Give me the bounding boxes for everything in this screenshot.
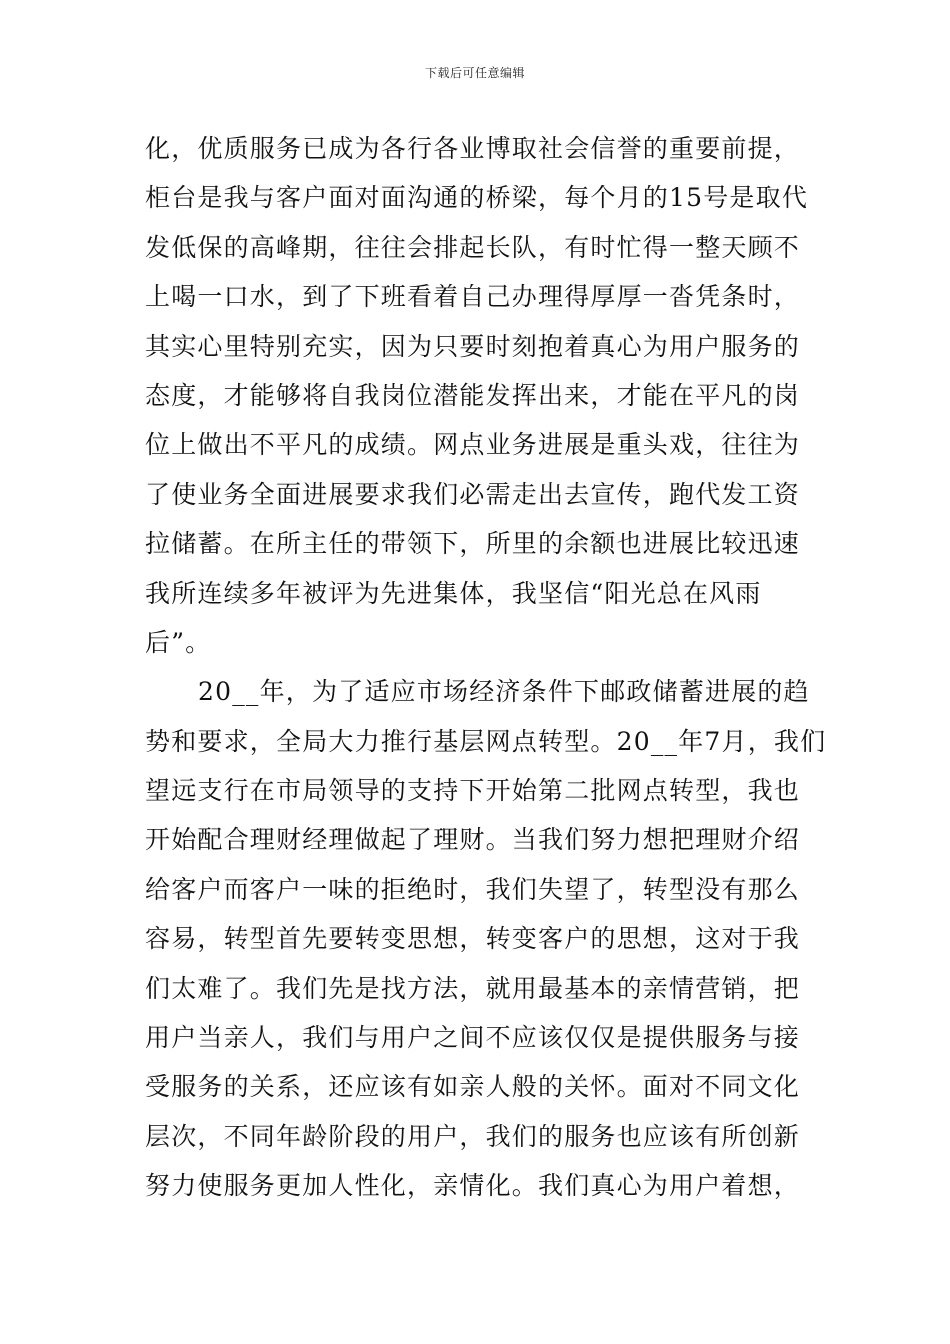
body-line: 柜台是我与客户面对面沟通的桥梁，每个月的15号是取代: [145, 183, 809, 213]
body-line: 我所连续多年被评为先进集体，我坚信“阳光总在风雨: [145, 578, 762, 608]
page-header-note: 下载后可任意编辑: [424, 66, 525, 80]
paragraph-start-line: 20__年，为了适应市场经济条件下邮政储蓄进展的趋: [198, 677, 810, 707]
body-line: 们太难了。我们先是找方法，就用最基本的亲情营销，把: [145, 973, 801, 1003]
body-line: 开始配合理财经理做起了理财。当我们努力想把理财介绍: [145, 825, 801, 855]
body-line: 望远支行在市局领导的支持下开始第二批网点转型，我也: [145, 776, 801, 806]
body-line: 受服务的关系，还应该有如亲人般的关怀。面对不同文化: [145, 1072, 801, 1102]
body-line: 给客户而客户一味的拒绝时，我们失望了，转型没有那么: [145, 874, 801, 904]
body-line: 后”。: [145, 627, 212, 657]
body-line: 势和要求，全局大力推行基层网点转型。20__年7月，我们: [145, 726, 827, 756]
body-line: 发低保的高峰期，往往会排起长队，有时忙得一整天顾不: [145, 232, 801, 262]
body-line: 其实心里特别充实，因为只要时刻抱着真心为用户服务的: [145, 331, 801, 361]
body-line: 用户当亲人，我们与用户之间不应该仅仅是提供服务与接: [145, 1023, 801, 1053]
body-line: 拉储蓄。在所主任的带领下，所里的余额也进展比较迅速: [145, 529, 801, 559]
document-body: [145, 124, 827, 1211]
body-line: 了使业务全面进展要求我们必需走出去宣传，跑代发工资: [145, 479, 801, 509]
body-line: 位上做出不平凡的成绩。网点业务进展是重头戏，往往为: [145, 430, 801, 460]
body-line: 化，优质服务已成为各行各业博取社会信誉的重要前提，: [145, 134, 801, 163]
body-line: 容易，转型首先要转变思想，转变客户的思想，这对于我: [145, 924, 801, 954]
body-line: 上喝一口水，到了下班看着自己办理得厚厚一沓凭条时，: [145, 282, 801, 312]
body-line: 努力使服务更加人性化，亲情化。我们真心为用户着想，: [145, 1171, 801, 1201]
body-line: 层次，不同年龄阶段的用户，我们的服务也应该有所创新: [145, 1121, 801, 1151]
body-line: 态度，才能够将自我岗位潜能发挥出来，才能在平凡的岗: [145, 380, 801, 410]
